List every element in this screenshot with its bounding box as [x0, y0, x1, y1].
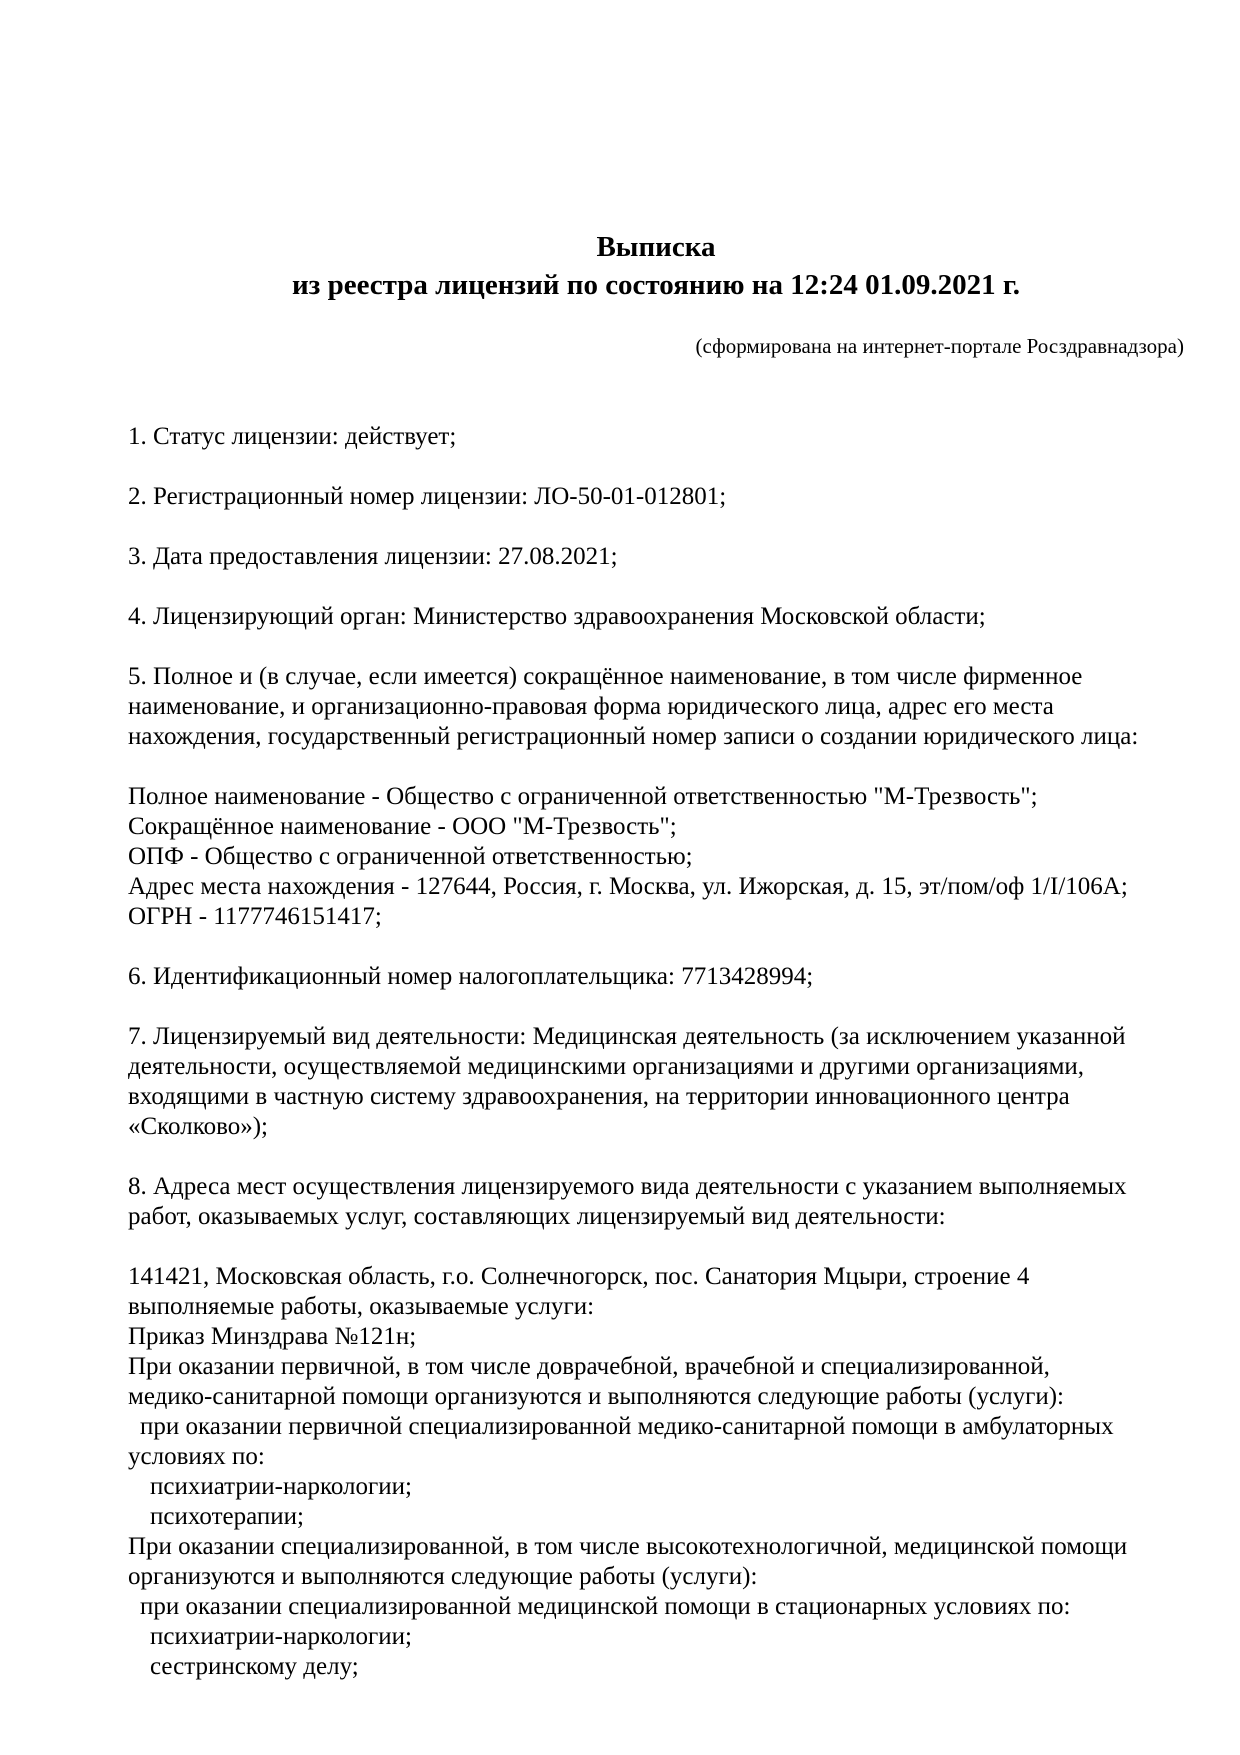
paragraph-taxpayer-number — [128, 962, 1184, 992]
paragraph-licensing-authority — [128, 602, 1184, 632]
document-title — [128, 228, 1184, 304]
text-line: 7. Лицензируемый вид деятельности: Медицинская деятельность (за исключением указанной — [128, 1023, 1126, 1050]
paragraph-activity-address-details — [128, 1262, 1184, 1682]
text-line: условиях по: — [128, 1443, 265, 1470]
text-line: При оказании первичной, в том числе доврачебной, врачебной и специализированной, — [128, 1353, 1050, 1380]
text-line: «Сколково»); — [128, 1113, 268, 1140]
title-line-2: из реестра лицензий по состоянию на 12:24 01.09.2021 г. — [291, 269, 1021, 301]
text-line: Приказ Минздрава №121н; — [128, 1323, 417, 1350]
paragraph-licensed-activity — [128, 1022, 1184, 1142]
paragraph-item5-heading — [128, 662, 1184, 752]
text-line: При оказании специализированной, в том числе высокотехнологичной, медицинской помощи — [128, 1533, 1128, 1560]
text-line: психиатрии-наркологии; — [150, 1473, 412, 1500]
document-body — [128, 422, 1184, 1682]
text-line: выполняемые работы, оказываемые услуги: — [128, 1293, 595, 1320]
text-line: Сокращённое наименование - ООО "М-Трезвость"; — [128, 813, 677, 840]
text-line: деятельности, осуществляемой медицинскими организациями и другими организациями, — [128, 1053, 1085, 1080]
text-line: 5. Полное и (в случае, если имеется) сокращённое наименование, в том числе фирменное — [128, 663, 1083, 690]
text-line: 2. Регистрационный номер лицензии: ЛО-50-01-012801; — [128, 483, 727, 510]
text-line: ОГРН - 1177746151417; — [128, 903, 382, 930]
paragraph-item8-heading — [128, 1172, 1184, 1232]
title-line-1: Выписка — [596, 231, 716, 263]
text-line: наименование, и организационно-правовая форма юридического лица, адрес его места — [128, 693, 1054, 720]
text-line: 8. Адреса мест осуществления лицензируемого вида деятельности с указанием выполняемых — [128, 1173, 1127, 1200]
paragraph-registration-number — [128, 482, 1184, 512]
text-line: работ, оказываемых услуг, составляющих лицензируемый вид деятельности: — [128, 1203, 946, 1230]
paragraph-license-date — [128, 542, 1184, 572]
text-line: 1. Статус лицензии: действует; — [128, 423, 457, 450]
text-line: нахождения, государственный регистрационный номер записи о создании юридического лица: — [128, 723, 1139, 750]
text-line: при оказании специализированной медицинской помощи в стационарных условиях по: — [140, 1593, 1071, 1620]
text-line: сестринскому делу; — [150, 1653, 359, 1680]
text-line: психиатрии-наркологии; — [150, 1623, 412, 1650]
paragraph-license-status — [128, 422, 1184, 452]
text-line: организуются и выполняются следующие работы (услуги): — [128, 1563, 758, 1590]
text-line: 4. Лицензирующий орган: Министерство здравоохранения Московской области; — [128, 603, 986, 630]
text-line: Адрес места нахождения - 127644, Россия, г. Москва, ул. Ижорская, д. 15, эт/пом/оф 1/I/106А; — [128, 873, 1128, 900]
document-content — [128, 228, 1184, 1682]
text-line: ОПФ - Общество с ограниченной ответственностью; — [128, 843, 693, 870]
document-subtitle: (сформирована на интернет-портале Росздравнадзора) — [695, 334, 1184, 358]
text-line: при оказании первичной специализированной медико-санитарной помощи в амбулаторных — [140, 1413, 1114, 1440]
paragraph-organization-details — [128, 782, 1184, 932]
text-line: 141421, Московская область, г.о. Солнечногорск, пос. Санатория Мцыри, строение 4 — [128, 1263, 1030, 1290]
text-line: 3. Дата предоставления лицензии: 27.08.2021; — [128, 543, 618, 570]
text-line: психотерапии; — [150, 1503, 304, 1530]
text-line: медико-санитарной помощи организуются и выполняются следующие работы (услуги): — [128, 1383, 1064, 1410]
text-line: Полное наименование - Общество с ограниченной ответственностью "М-Трезвость"; — [128, 783, 1038, 810]
text-line: 6. Идентификационный номер налогоплательщика: 7713428994; — [128, 963, 814, 990]
text-line: входящими в частную систему здравоохранения, на территории инновационного центра — [128, 1083, 1070, 1110]
